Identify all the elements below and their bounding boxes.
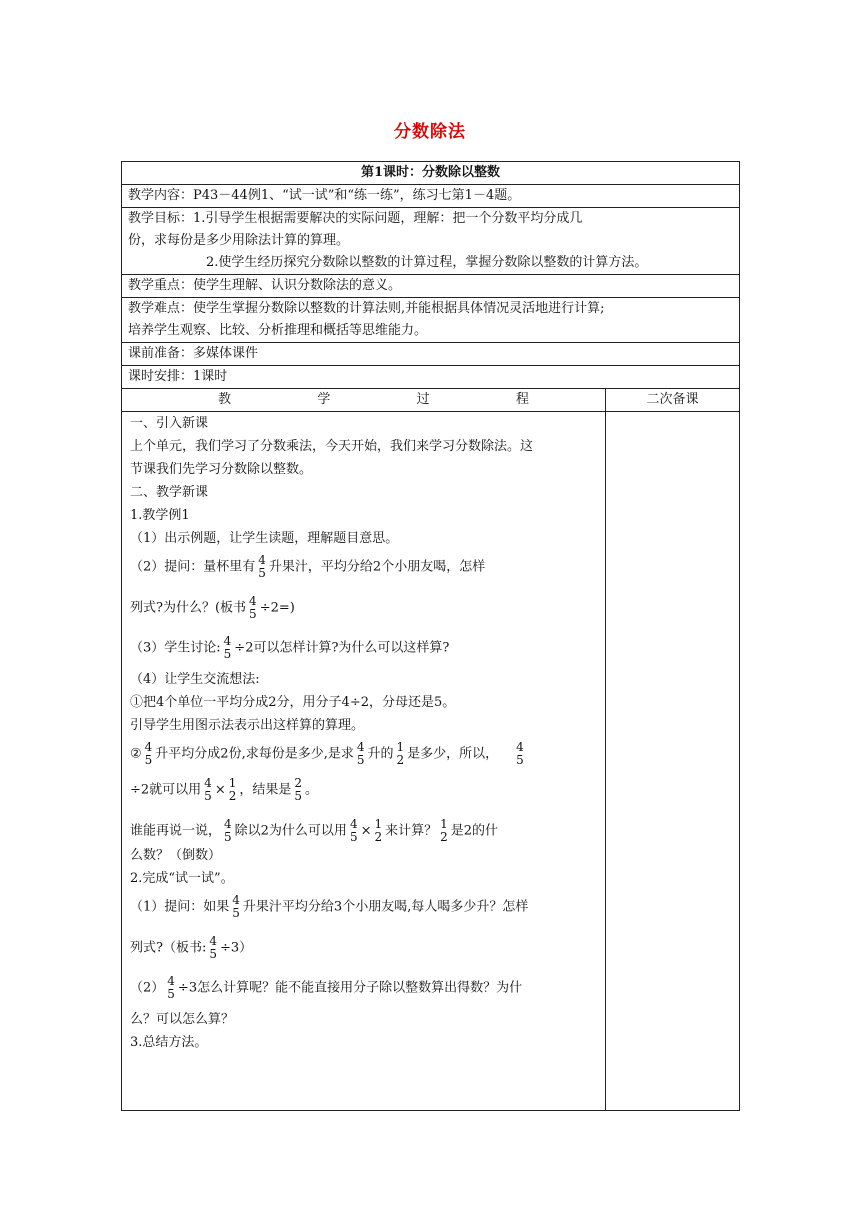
paragraph-line: ÷2就可以用 4 5 × 1 2 ，结果是 2 5 。 [130,776,319,803]
section-heading: 一、引入新课 [130,416,209,431]
lesson-plan-table [121,161,740,1111]
teaching-goals [122,208,740,275]
step-heading: 2.完成“试一试”。 [130,871,234,886]
fraction: 4 5 [204,776,212,803]
second-prep-header: 二次备课 [606,389,740,412]
header-char: 过 [416,392,430,407]
header-char: 学 [317,392,331,407]
paragraph-line: 谁能再说一说， 4 5 除以2为什么可以用 4 5 × 1 2 来计算？ 1 2 是2的什 [130,816,499,844]
paragraph-line: 么？可以怎么算？ [130,1011,235,1027]
fraction: 4 5 [349,816,358,844]
fraction: 1 2 [440,816,448,844]
paragraph-line: 列式?（板书: 4 5 ÷3） [130,933,253,961]
paragraph-line: （1）提问：如果 4 5 升果汁平均分给3个小朋友喝,每人喝多少升？怎样 [130,893,529,920]
paragraph-line: ①把4个单位一平均分成2分，用分子4÷2，分母还是5。 [130,694,456,710]
header-char: 教 [218,392,232,407]
teaching-process [122,412,606,1111]
difficulty-line: 教学难点：使学生掌握分数除以整数的计算法则,并能根据具体情况灵活地进行计算; [128,301,605,316]
second-prep-notes [606,412,740,1111]
fraction: 1 2 [228,776,237,803]
paragraph-line: 列式?为什么？(板书 4 5 ÷2=) [130,593,295,621]
step-heading: 1.教学例1 [130,508,190,523]
goal-line: 份，求每份是多少用除法计算的算理。 [128,233,350,248]
preparation: 课前准备：多媒体课件 [122,343,740,366]
schedule: 课时安排：1课时 [122,366,740,389]
paragraph-line: ② 4 5 升平均分成2份,求每份是多少,是求 4 5 升的 1 2 是多少，所以， 4 5 [130,739,524,767]
fraction: 1 2 [396,739,405,767]
section-heading: 二、教学新课 [130,485,209,500]
fraction: 4 5 [223,634,232,661]
fraction: 4 5 [209,933,217,961]
fraction: 4 5 [224,816,232,844]
paragraph-line: （2）提问：量杯里有 4 5 升果汁，平均分给2个小朋友喝，怎样 [130,553,486,580]
difficulty [122,298,740,343]
paragraph-line: 么数？（倒数） [130,848,222,863]
goal-line: 2.使学生经历探究分数除以整数的计算过程，掌握分数除以整数的计算方法。 [206,255,648,270]
fraction: 4 5 [167,974,175,1001]
fraction: 4 5 [249,593,257,621]
process-column-header [122,389,606,412]
document-title: 分数除法 [394,122,466,142]
key-point: 教学重点：使学生理解、认识分数除法的意义。 [122,275,740,298]
difficulty-line: 培养学生观察、比较、分析推理和概括等思维能力。 [128,323,428,338]
paragraph-line: （3）学生讨论: 4 5 ÷2可以怎样计算?为什么可以这样算? [130,634,450,661]
header-char: 程 [515,392,529,407]
fraction: 4 5 [516,739,524,767]
fraction: 2 5 [294,776,303,803]
teaching-content: 教学内容：P43－44例1、“试一试”和“练一练”，练习七第1－4题。 [122,185,740,208]
lesson-header: 第1课时：分数除以整数 [122,162,740,185]
goal-line: 教学目标：1.引导学生根据需要解决的实际问题，理解：把一个分数平均分成几 [128,211,583,226]
step-heading: 3.总结方法。 [130,1034,208,1050]
fraction: 4 5 [144,739,153,767]
paragraph-line: 引导学生用图示法表示出这样算的算理。 [130,717,365,733]
paragraph-line: 节课我们先学习分数除以整数。 [130,462,313,477]
fraction: 4 5 [356,739,365,767]
paragraph-line: 上个单元，我们学习了分数乘法，今天开始，我们来学习分数除法。这 [130,439,534,454]
fraction: 4 5 [258,553,266,580]
fraction: 1 2 [374,816,383,844]
fraction: 4 5 [232,893,240,920]
paragraph-line: （1）出示例题，让学生读题，理解题目意思。 [130,531,399,546]
paragraph-line: （2） 4 5 ÷3怎么计算呢？能不能直接用分子除以整数算出得数？为什 [130,974,523,1001]
paragraph-line: （4）让学生交流想法: [130,671,260,687]
